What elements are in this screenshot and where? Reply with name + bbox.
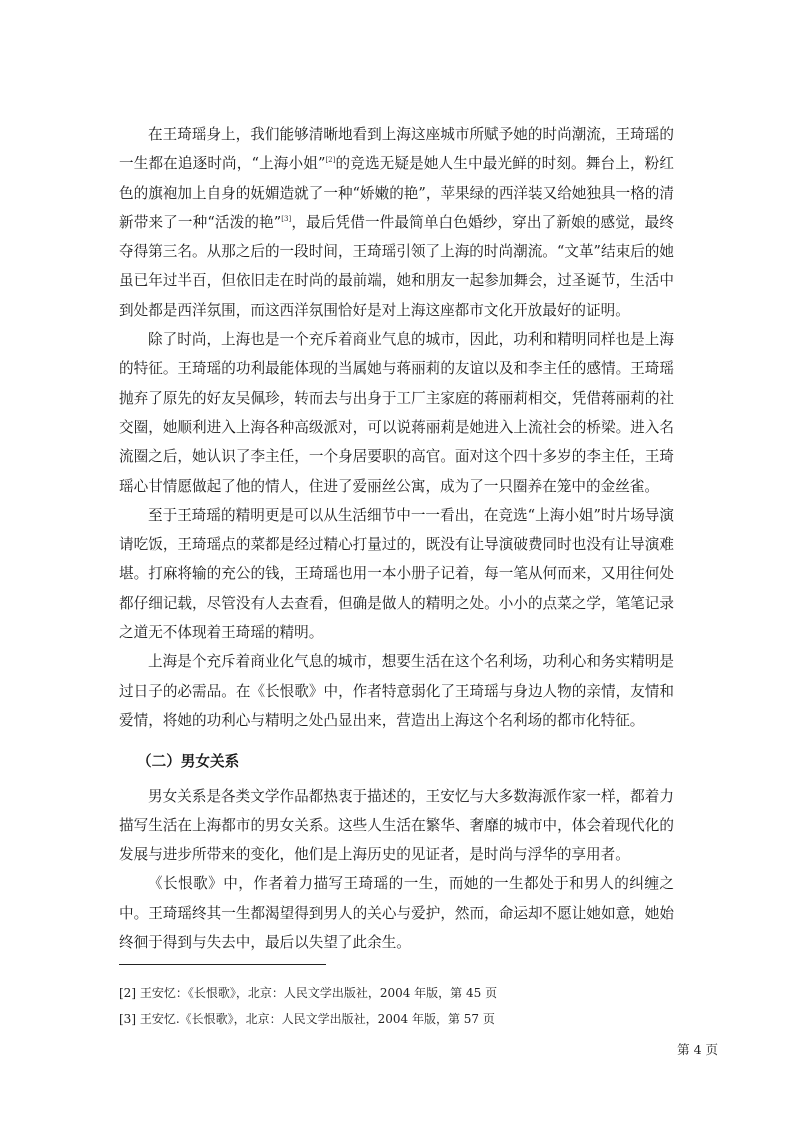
footnote-2: [2] 王安忆：《长恨歌》，北京：人民文学出版社，2004 年版，第 45 页 <box>119 986 498 1000</box>
paragraph-2: 除了时尚，上海也是一个充斥着商业气息的城市，因此，功利和精明同样也是上海的特征。王琦瑶的功利最能体现的当属她与蒋丽莉的友谊以及和李主任的感情。王琦瑶抛弃了原先的好友吴佩珍，转而去与出身于工厂主家庭的蒋丽莉相交，凭借蒋丽莉的社交圈，她顺利进入上海各种高级派对，可以说蒋丽莉是她进入上流社会的桥梁。进入名流圈之后，她认识了李主任，一个身居要职的高官。面对这个四十多岁的李主任，王琦瑶心甘情愿做起了他的情人，住进了爱丽丝公寓，成为了一只圈养在笼中的金丝雀。 <box>119 331 674 495</box>
footnote-divider <box>119 964 326 965</box>
paragraph-4: 上海是个充斥着商业化气息的城市，想要生活在这个名利场，功利心和务实精明是过日子的必需品。在《长恨歌》中，作者特意弱化了王琦瑶与身边人物的亲情，友情和爱情，将她的功利心与精明之处凸显出来，营造出上海这个名利场的都市化特征。 <box>119 653 674 729</box>
footnote-ref-2[interactable]: [2] <box>325 156 336 165</box>
paragraph-3: 至于王琦瑶的精明更是可以从生活细节中一一看出，在竞选“上海小姐”时片场导演请吃饭，王琦瑶点的菜都是经过精心打量过的，既没有让导演破费同时也没有让导演难堪。打麻将输的充公的钱，王琦瑶也用一本小册子记着，每一笔从何而来，又用往何处都仔细记载，尽管没有人去查看，但确是做人的精明之处。小小的点菜之学，笔笔记录之道无不体现着王琦瑶的精明。 <box>119 506 674 642</box>
paragraph-6: 《长恨歌》中，作者着力描写王琦瑶的一生，而她的一生都处于和男人的纠缠之中。王琦瑶终其一生都渴望得到男人的关心与爱护，然而，命运却不愿让她如意，她始终徊于得到与失去中，最后以失望了此余生。 <box>119 875 674 952</box>
main-text <box>119 120 674 957</box>
paragraph-1 <box>119 120 674 325</box>
paragraph-5: 男女关系是各类文学作品都热衷于描述的，王安忆与大多数海派作家一样，都着力描写生活在上海都市的男女关系。这些人生活在繁华、奢靡的城市中，体会着现代化的发展与进步所带来的变化，他们是上海历史的见证者，是时尚与浮华的享用者。 <box>119 787 674 864</box>
paragraph-1-part-a: 在王琦瑶身上，我们能够清晰地看到上海这座城市所赋予她的时尚潮流，王琦瑶的一生都在追逐时尚，“上海小姐” <box>119 126 674 173</box>
paragraph-1-part-c: ，最后凭借一件最简单白色婚纱，穿出了新娘的感觉，最终夺得第三名。从那之后的一段时间，王琦瑶引领了上海的时尚潮流。“文革”结束后的她虽已年过半百，但依旧走在时尚的最前端，她和朋友一起参加舞会，过圣诞节，生活中到处都是西洋氛围，而这西洋氛围恰好是对上海这座都市文化开放最好的证明。 <box>119 213 674 319</box>
footnote-3: [3] 王安忆.《长恨歌》，北京：人民文学出版社，2004 年版，第 57 页 <box>119 1012 495 1026</box>
footnote-ref-3[interactable]: [3] <box>281 214 292 223</box>
footnotes <box>119 980 674 1032</box>
section-heading: （二）男女关系 <box>137 753 240 771</box>
paragraph-1-part-b: 的竞选无疑是她人生中最光鲜的时刻。舞台上，粉红色的旗袍加上自身的妩媚造就了一种“娇嫩的艳”，苹果绿的西洋装又给她独具一格的清新带来了一种“活泼的艳” <box>119 155 674 231</box>
page-number: 第 4 页 <box>677 1042 718 1057</box>
